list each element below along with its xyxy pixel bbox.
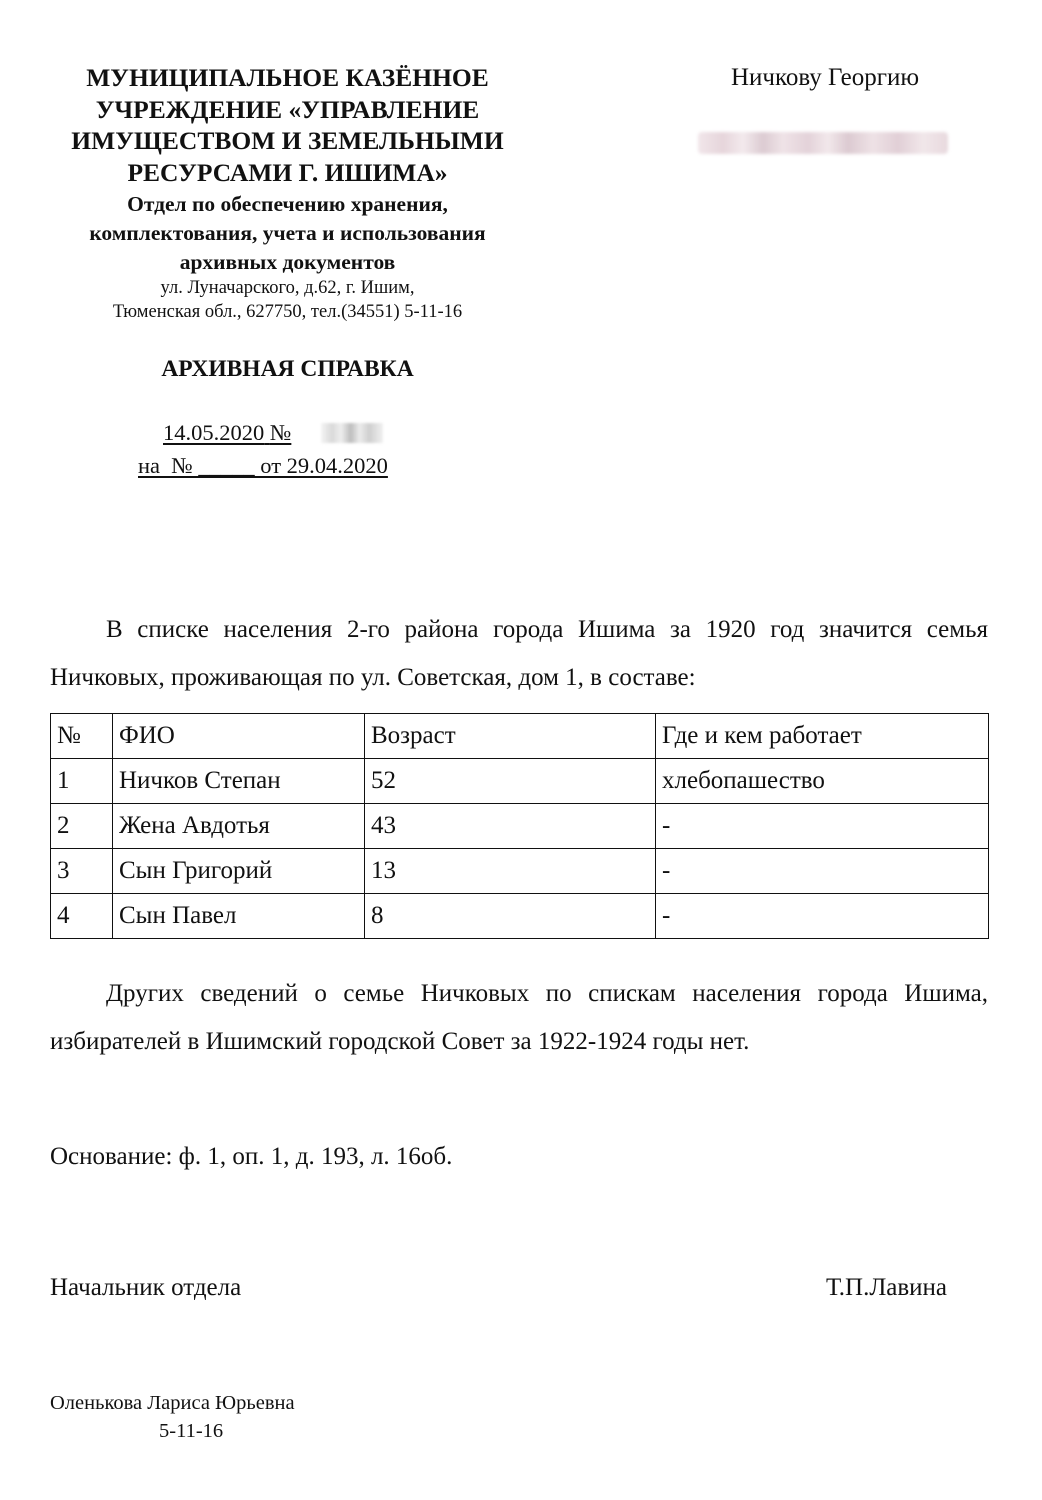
table-row (51, 849, 989, 894)
table-header-cell: Где и кем работает (656, 714, 989, 759)
executor-name: Оленькова Лариса Юрьевна (50, 1392, 295, 1414)
address-line: ул. Луначарского, д.62, г. Ишим, (160, 278, 415, 298)
document-number-label: № (269, 420, 292, 445)
archival-basis: Основание: ф. 1, оп. 1, д. 193, л. 16об. (50, 1143, 453, 1170)
department-line: комплектования, учета и использования (89, 221, 486, 245)
table-cell: 3 (51, 849, 113, 894)
organization-name (40, 62, 535, 188)
table-cell: Жена Авдотья (113, 804, 365, 849)
executor-phone: 5-11-16 (159, 1420, 224, 1442)
body-paragraph-intro: В списке населения 2-го района города Ишима за 1920 год значится семья Ничковых, проживающая по ул. Советская, дом 1, в составе: (50, 616, 988, 691)
organization-address (40, 276, 535, 324)
department-name (40, 190, 535, 277)
table-cell: 43 (365, 804, 656, 849)
organization-name-line: ИМУЩЕСТВОМ И ЗЕМЕЛЬНЫМИ (71, 126, 504, 155)
table-cell: Сын Григорий (113, 849, 365, 894)
document-registration-line (163, 420, 383, 446)
table-row (51, 804, 989, 849)
organization-name-line: УЧРЕЖДЕНИЕ «УПРАВЛЕНИЕ (95, 94, 480, 124)
table-cell: 52 (365, 759, 656, 804)
table-cell: хлебопашество (656, 759, 989, 804)
body-paragraph-conclusion: Других сведений о семье Ничковых по спискам населения города Ишима, избирателей в Ишимский городской Совет за 1922-1924 годы нет. (50, 980, 988, 1055)
table-header-cell: Возраст (365, 714, 656, 759)
family-table (50, 713, 989, 939)
table-cell: Ничков Степан (113, 759, 365, 804)
department-line: архивных документов (179, 250, 396, 274)
table-header-row (51, 714, 989, 759)
redacted-document-number (321, 423, 383, 443)
organization-name-line: МУНИЦИПАЛЬНОЕ КАЗЁННОЕ (86, 63, 489, 92)
table-cell: - (656, 849, 989, 894)
reply-to-line: на № _____ от 29.04.2020 (138, 453, 388, 478)
table-row (51, 894, 989, 939)
department-line: Отдел по обеспечению хранения, (127, 192, 448, 216)
table-cell: 8 (365, 894, 656, 939)
table-header-cell: ФИО (113, 714, 365, 759)
table-row (51, 759, 989, 804)
table-cell: 1 (51, 759, 113, 804)
table-cell: - (656, 894, 989, 939)
recipient-name: Ничкову Георгию (730, 64, 920, 91)
document-title: АРХИВНАЯ СПРАВКА (161, 356, 414, 382)
address-line: Тюменская обл., 627750, тел.(34551) 5-11-16 (112, 302, 463, 322)
table-header-cell: № (51, 714, 113, 759)
signatory-position: Начальник отдела (50, 1274, 242, 1301)
table-cell: 4 (51, 894, 113, 939)
table-cell: 2 (51, 804, 113, 849)
redacted-recipient-address (698, 132, 948, 154)
signatory-name: Т.П.Лавина (826, 1274, 948, 1301)
table-cell: - (656, 804, 989, 849)
organization-name-line: РЕСУРСАМИ Г. ИШИМА» (127, 157, 448, 187)
table-cell: 13 (365, 849, 656, 894)
document-date: 14.05.2020 (163, 420, 265, 445)
table-cell: Сын Павел (113, 894, 365, 939)
